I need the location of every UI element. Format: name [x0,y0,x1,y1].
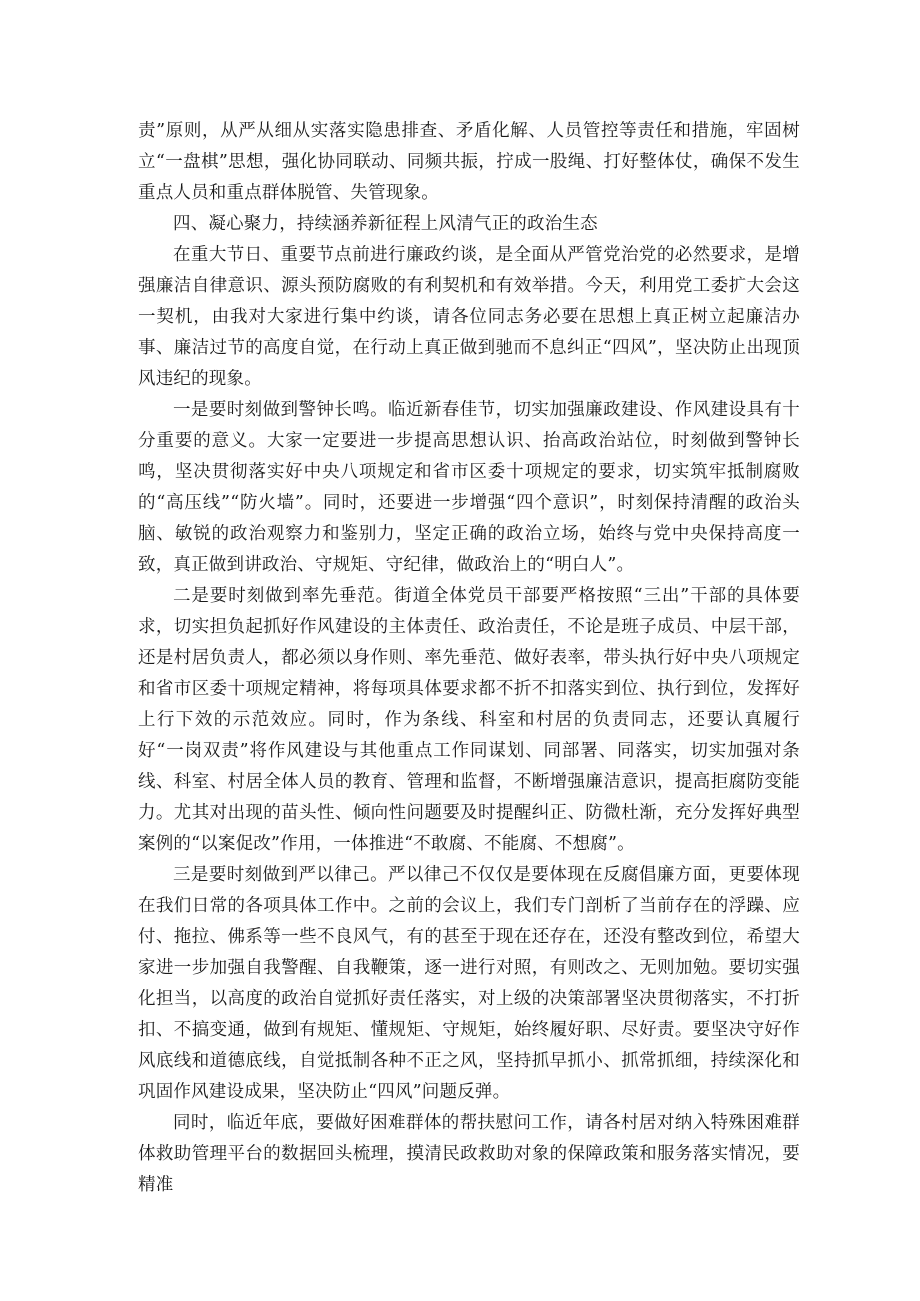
paragraph: 同时，临近年底，要做好困难群体的帮扶慰问工作，请各村居对纳入特殊困难群体救助管理平台的数据回头梳理，摸清民政救助对象的保障政策和服务落实情况，要精准 [138,1113,800,1195]
paragraph-continued: 责”原则，从严从细从实落实隐患排查、矛盾化解、人员管控等责任和措施，牢固树立“一盘棋”思想，强化协同联动、同频共振，拧成一股绳、打好整体仗，确保不发生重点人员和重点群体脱管、失管现象。 [138,121,800,203]
paragraph: 二是要时刻做到率先垂范。街道全体党员干部要严格按照“三出”干部的具体要求，切实担负起抓好作风建设的主体责任、政治责任，不论是班子成员、中层干部，还是村居负责人，都必须以身作则、率先垂范、做好表率，带头执行好中央八项规定和省市区委十项规定精神，将每项具体要求都不折不扣落实到位、执行到位，发挥好上行下效的示范效应。同时，作为条线、科室和村居的负责同志，还要认真履行好“一岗双责”将作风建设与其他重点工作同谋划、同部署、同落实，切实加强对条线、科室、村居全体人员的教育、管理和监督，不断增强廉洁意识，提高拒腐防变能力。尤其对出现的苗头性、倾向性问题要及时提醒纠正、防微杜渐，充分发挥好典型案例的“以案促改”作用，一体推进“不敢腐、不能腐、不想腐”。 [138,586,800,854]
paragraph: 三是要时刻做到严以律己。严以律己不仅仅是要体现在反腐倡廉方面，更要体现在我们日常的各项具体工作中。之前的会议上，我们专门剖析了当前存在的浮躁、应付、拖拉、佛系等一些不良风气，有的甚至于现在还存在，还没有整改到位，希望大家进一步加强自我警醒、自我鞭策，逐一进行对照，有则改之、无则加勉。要切实强化担当，以高度的政治自觉抓好责任落实，对上级的决策部署坚决贯彻落实，不打折扣、不搞变通，做到有规矩、懂规矩、守规矩，始终履好职、尽好责。要坚决守好作风底线和道德底线，自觉抵制各种不正之风，坚持抓早抓小、抓常抓细，持续深化和巩固作风建设成果，坚决防止“四风”问题反弹。 [138,865,800,1102]
paragraph: 在重大节日、重要节点前进行廉政约谈，是全面从严管党治党的必然要求，是增强廉洁自律意识、源头预防腐败的有利契机和有效举措。今天，利用党工委扩大会这一契机，由我对大家进行集中约谈，请各位同志务必要在思想上真正树立起廉洁办事、廉洁过节的高度自觉，在行动上真正做到驰而不息纠正“四风”，坚决防止出现顶风违纪的现象。 [138,245,800,389]
section-heading: 四、凝心聚力，持续涵养新征程上风清气正的政治生态 [173,214,598,234]
paragraph: 一是要时刻做到警钟长鸣。临近新春佳节，切实加强廉政建设、作风建设具有十分重要的意义。大家一定要进一步提高思想认识、抬高政治站位，时刻做到警钟长鸣，坚决贯彻落实好中央八项规定和省市区委十项规定的要求，切实筑牢抵制腐败的“高压线”“防火墙”。同时，还要进一步增强“四个意识”，时刻保持清醒的政治头脑、敏锐的政治观察力和鉴别力，坚定正确的政治立场，始终与党中央保持高度一致，真正做到讲政治、守规矩、守纪律，做政治上的“明白人”。 [138,400,800,575]
document-body [138,116,800,1201]
